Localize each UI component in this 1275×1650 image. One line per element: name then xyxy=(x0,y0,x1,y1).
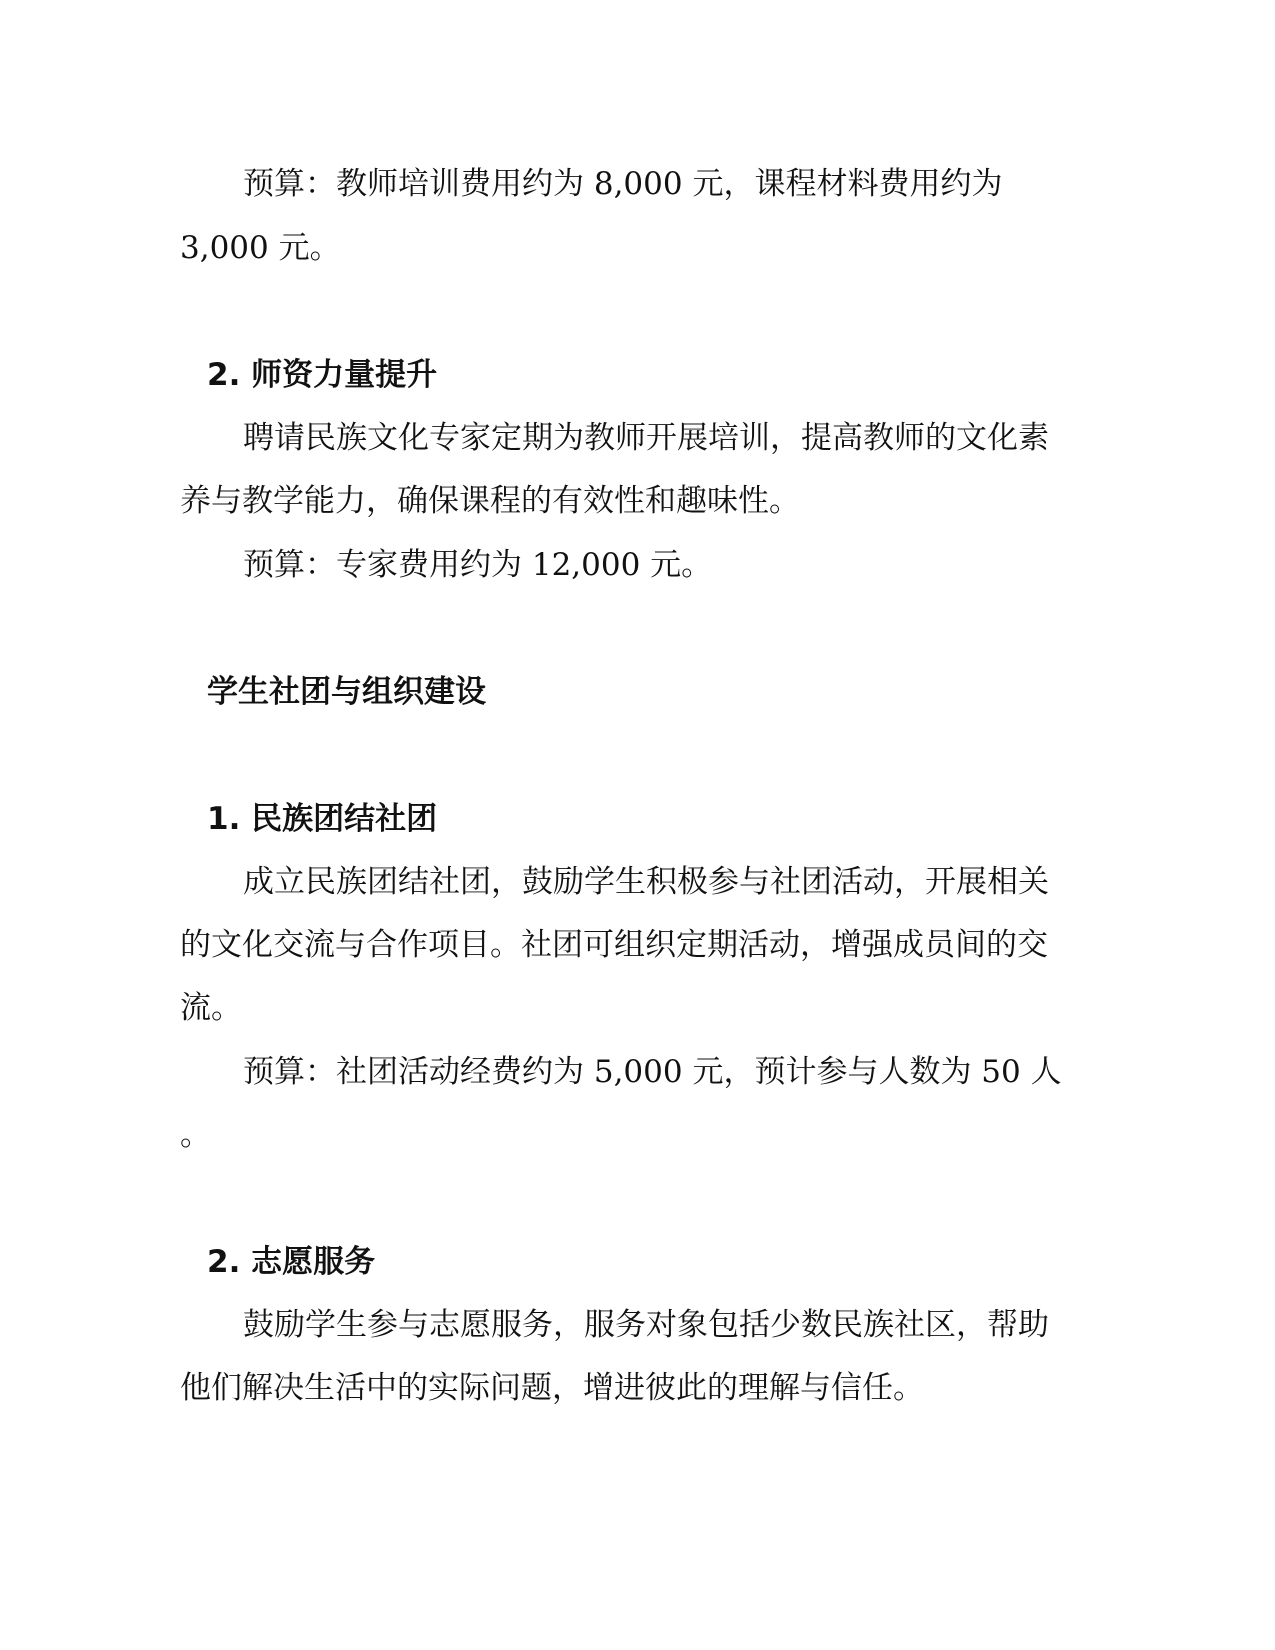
budget-text: 预算：专家费用约为 12,000 元。 xyxy=(243,547,713,583)
paragraph-text: 的文化交流与合作项目。社团可组织定期活动，增强成员间的交 xyxy=(180,927,1048,963)
subsection-heading: 2. 志愿服务 xyxy=(207,1244,376,1280)
paragraph-text: 流。 xyxy=(180,990,242,1026)
paragraph-text: 成立民族团结社团，鼓励学生积极参与社团活动，开展相关 xyxy=(243,864,1049,900)
paragraph-text: 鼓励学生参与志愿服务，服务对象包括少数民族社区，帮助 xyxy=(243,1307,1049,1343)
paragraph-text: 聘请民族文化专家定期为教师开展培训，提高教师的文化素 xyxy=(243,420,1049,456)
budget-text: 预算：社团活动经费约为 5,000 元，预计参与人数为 50 人 xyxy=(243,1054,1062,1090)
budget-text: 预算：教师培训费用约为 8,000 元，课程材料费用约为 xyxy=(243,166,1003,202)
paragraph-text: 养与教学能力，确保课程的有效性和趣味性。 xyxy=(180,483,800,519)
budget-text: 3,000 元。 xyxy=(180,230,341,266)
section-heading: 学生社团与组织建设 xyxy=(207,674,486,710)
subsection-heading: 1. 民族团结社团 xyxy=(207,801,438,837)
paragraph-text: 他们解决生活中的实际问题，增进彼此的理解与信任。 xyxy=(180,1370,924,1406)
budget-text: 。 xyxy=(180,1117,211,1153)
subsection-heading: 2. 师资力量提升 xyxy=(207,357,438,393)
